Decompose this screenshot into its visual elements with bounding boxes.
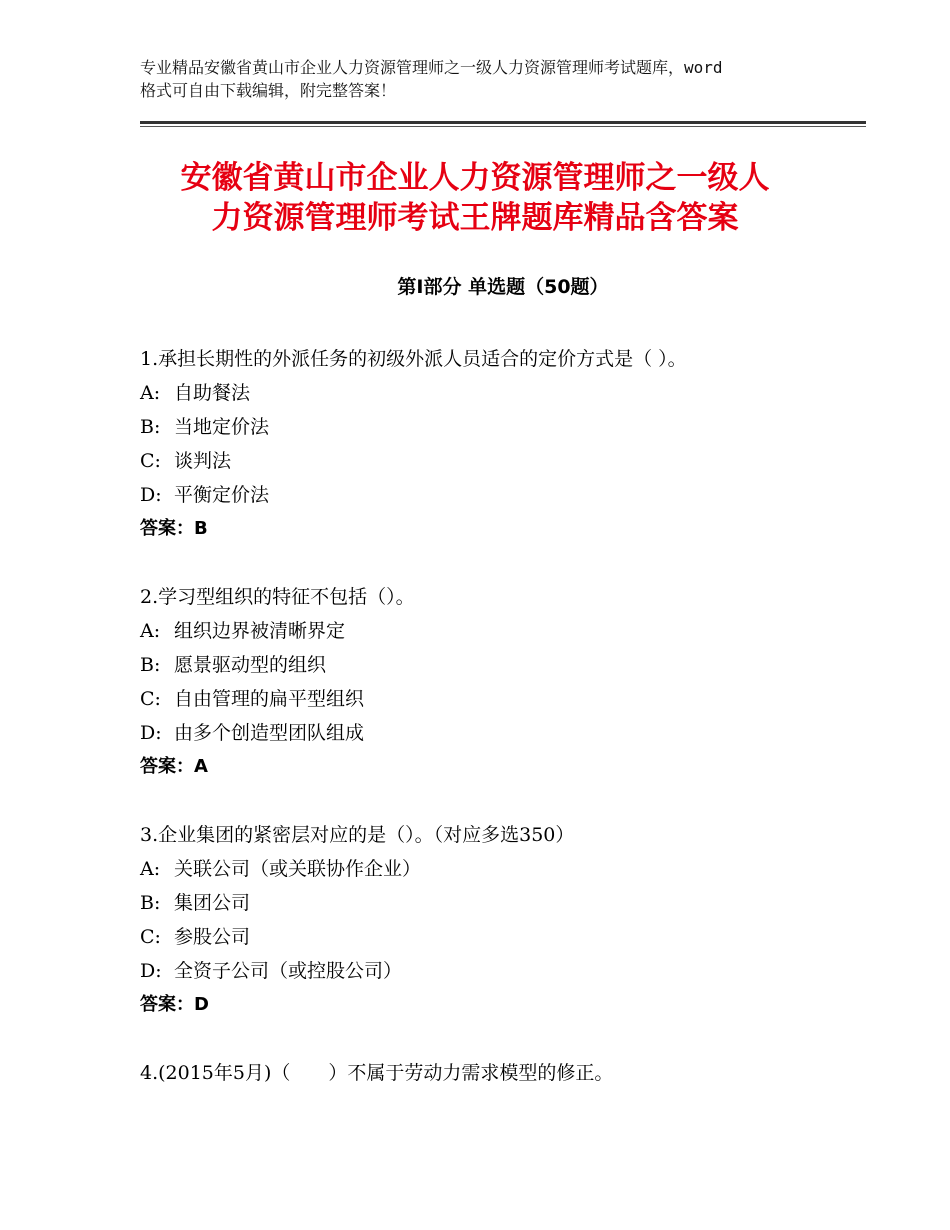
option-text: 关联公司（或关联协作企业） [174,858,422,880]
question-stem: 2.学习型组织的特征不包括（）。 [140,586,415,608]
question-list [140,342,866,1124]
option-text: 平衡定价法 [174,484,270,506]
option-key: A: [140,620,161,642]
option-key: B: [140,416,161,438]
document-title-line-2: 力资源管理师考试王牌题库精品含答案 [211,200,739,236]
option-text: 集团公司 [174,892,251,914]
question-2 [140,580,866,784]
document-title [80,158,870,238]
answer: 答案：D [140,994,209,1015]
document-title-line-1: 安徽省黄山市企业人力资源管理师之一级人 [180,160,770,196]
option-key: D: [140,484,162,506]
option-text: 愿景驱动型的组织 [174,654,327,676]
option-key: D: [140,722,162,744]
option-key: C: [140,688,161,710]
option-d [140,478,866,512]
question-stem: 4.(2015年5月)（ ）不属于劳动力需求模型的修正。 [140,1062,614,1084]
option-a [140,852,866,886]
option-text: 参股公司 [174,926,251,948]
answer: 答案：B [140,518,208,539]
option-d [140,716,866,750]
header-rule-thick [140,121,866,124]
answer: 答案：A [140,756,208,777]
option-key: C: [140,926,161,948]
option-b [140,886,866,920]
question-3 [140,818,866,1022]
option-text: 组织边界被清晰界定 [174,620,346,642]
option-c [140,682,866,716]
header-note-line-2: 格式可自由下载编辑，附完整答案！ [140,81,397,100]
option-b [140,648,866,682]
option-c [140,444,866,478]
option-d [140,954,866,988]
option-key: B: [140,654,161,676]
option-key: A: [140,858,161,880]
option-c [140,920,866,954]
option-key: D: [140,960,162,982]
question-stem: 1.承担长期性的外派任务的初级外派人员适合的定价方式是（ ）。 [140,348,687,370]
option-b [140,410,866,444]
option-text: 全资子公司（或控股公司） [174,960,403,982]
question-4 [140,1056,866,1090]
option-text: 自助餐法 [174,382,251,404]
option-a [140,376,866,410]
option-key: A: [140,382,161,404]
question-1 [140,342,866,546]
option-key: B: [140,892,161,914]
option-text: 由多个创造型团队组成 [174,722,365,744]
question-stem: 3.企业集团的紧密层对应的是（）。（对应多选350） [140,824,575,846]
header-rule-thin [140,126,866,127]
header-note-line-1: 专业精品安徽省黄山市企业人力资源管理师之一级人力资源管理师考试题库，word [140,58,723,77]
header-note [140,56,830,102]
option-text: 谈判法 [174,450,232,472]
option-a [140,614,866,648]
option-key: C: [140,450,161,472]
option-text: 当地定价法 [174,416,270,438]
section-title: 第Ⅰ部分 单选题（50题） [397,276,609,298]
option-text: 自由管理的扁平型组织 [174,688,365,710]
